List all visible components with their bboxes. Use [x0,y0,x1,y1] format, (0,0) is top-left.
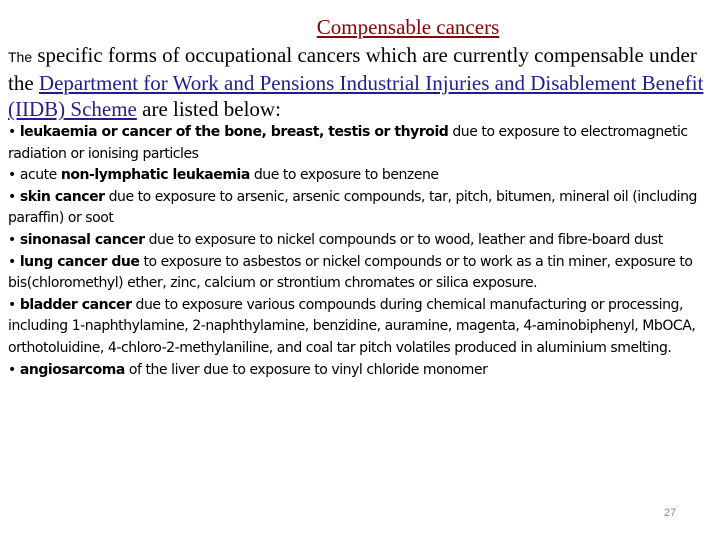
list-item-bold: angiosarcoma [19,361,125,378]
list-item [8,230,714,252]
list-item [8,187,714,230]
intro-text-after-link: are listed below: [136,97,281,121]
intro-lead-word: The [8,49,33,65]
list-item-bold: skin cancer [19,188,105,205]
list-item-text: due to exposure to benzene [249,167,439,184]
list-item-text: to exposure to asbestos or nickel compounds or to work as a tin miner, exposure to bis(chloromethyl) ether, zinc, calcium or strontium chromates or silica exposure. [8,253,693,292]
list-item-text: due to exposure to arsenic, arsenic compounds, tar, pitch, bitumen, mineral oil (including paraffin) or soot [8,188,697,227]
list-item-bold: lung cancer due [19,253,140,270]
list-item-text: due to exposure to nickel compounds or to wood, leather and fibre-board dust [144,231,663,248]
intro-paragraph [8,42,714,122]
list-item [8,165,714,187]
bullet-symbol: • [8,124,16,140]
bullet-symbol: • [8,296,16,313]
list-item-bold: non-lymphatic leukaemia [60,167,250,184]
page-number: 27 [664,507,677,519]
iidb-scheme-link[interactable]: Department for Work and Pensions Industrial Injuries and Disablement Benefit (IIDB) Scheme [8,71,704,121]
slide-title: Compensable cancers [316,15,500,39]
list-item [8,122,714,165]
list-item-bold: bladder cancer [19,296,132,313]
cancer-list [8,122,714,381]
list-item-pre: acute [19,167,61,184]
list-item-bold: sinonasal cancer [19,231,145,248]
intro-text-before-link: specific forms of occupational cancers which are currently compensable under the [8,43,697,95]
list-item [8,295,714,360]
list-item [8,360,714,382]
bullet-symbol: • [8,167,16,184]
bullet-symbol: • [8,188,16,205]
list-item-text: of the liver due to exposure to vinyl chloride monomer [124,361,488,378]
bullet-symbol: • [8,231,16,248]
list-item [8,252,714,295]
list-item-text: due to exposure to electromagnetic radiation or ionising particles [8,124,688,162]
list-item-text: due to exposure various compounds during chemical manufacturing or processing, including 1-naphthylamine, 2-naphthylamine, benzidine, auramine, magenta, 4-aminobiphenyl, MbOCA, orthotoluidine, 4-chloro-2-methylaniline, and coal tar pitch volatiles produced in aluminium smelting. [8,296,696,356]
bullet-symbol: • [8,361,16,378]
bullet-symbol: • [8,253,16,270]
list-item-bold: leukaemia or cancer of the bone, breast, testis or thyroid [19,124,449,140]
